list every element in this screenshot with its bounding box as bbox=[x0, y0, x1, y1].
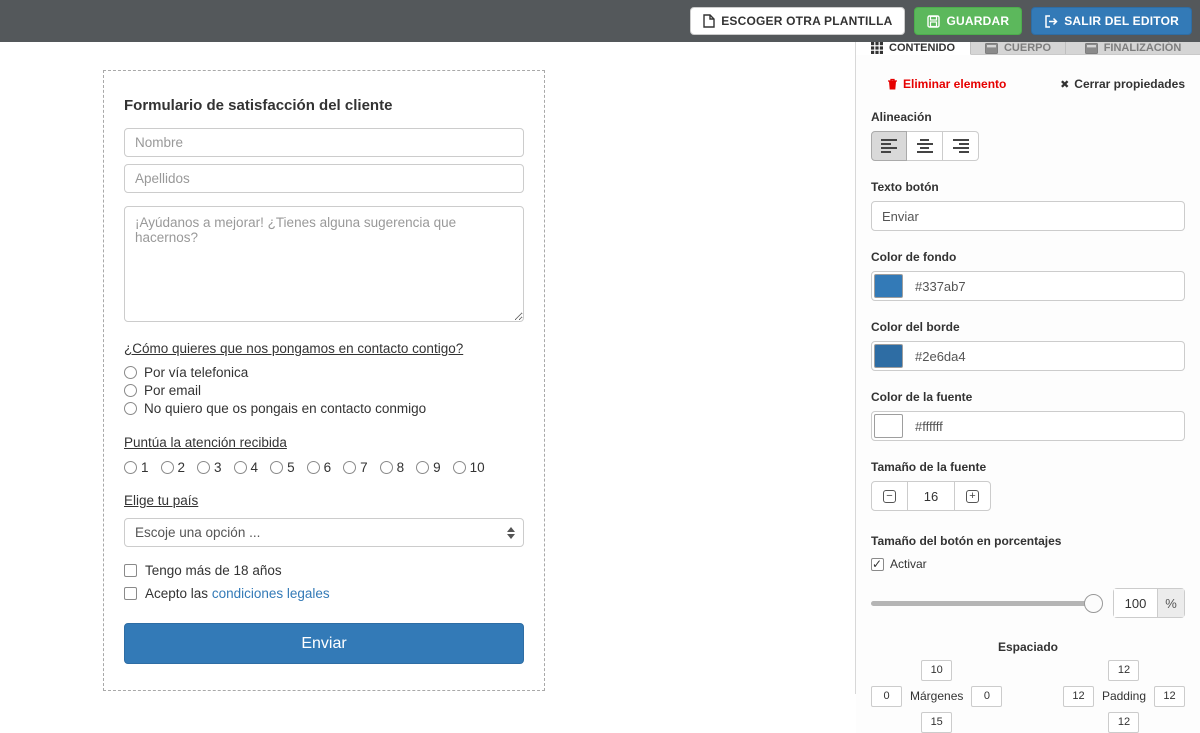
properties-panel bbox=[855, 42, 1200, 703]
padding-label: Padding bbox=[1101, 689, 1146, 703]
alignment-label: Alineación bbox=[871, 110, 932, 124]
button-size-label: Tamaño del botón en porcentajes bbox=[871, 534, 1062, 548]
suggestion-textarea[interactable] bbox=[124, 206, 524, 322]
activate-checkbox[interactable] bbox=[871, 558, 884, 571]
save-label: GUARDAR bbox=[946, 14, 1010, 28]
close-icon: ✖ bbox=[1060, 78, 1070, 91]
button-size-value-group bbox=[1113, 588, 1185, 618]
background-color-value[interactable] bbox=[905, 279, 1184, 294]
top-toolbar bbox=[0, 0, 1200, 42]
rating-option[interactable]: 6 bbox=[307, 460, 332, 475]
margins-label: Márgenes bbox=[910, 689, 964, 703]
surname-input[interactable] bbox=[124, 164, 524, 193]
tab-cuerpo-label: CUERPO bbox=[1003, 42, 1052, 54]
font-size-value: 16 bbox=[908, 481, 954, 511]
spacing-title: Espaciado bbox=[997, 640, 1059, 654]
trash-icon bbox=[887, 78, 898, 91]
form-title: Formulario de satisfacción del cliente bbox=[124, 97, 393, 114]
tab-contenido[interactable] bbox=[856, 42, 971, 55]
alignment-button-group bbox=[871, 131, 1185, 161]
rating-option[interactable]: 2 bbox=[161, 460, 186, 475]
margin-top-input[interactable] bbox=[921, 660, 952, 681]
age-checkbox-label: Tengo más de 18 años bbox=[145, 563, 282, 578]
radio-button[interactable] bbox=[380, 461, 393, 474]
editor-canvas bbox=[0, 42, 855, 694]
file-icon bbox=[703, 14, 715, 28]
contact-option-label: Por vía telefonica bbox=[144, 365, 249, 380]
slider-handle[interactable] bbox=[1084, 594, 1103, 613]
radio-button[interactable] bbox=[124, 366, 137, 379]
panel-tabs bbox=[856, 42, 1200, 55]
radio-button[interactable] bbox=[453, 461, 466, 474]
button-size-slider[interactable] bbox=[871, 601, 1100, 606]
close-properties-label: Cerrar propiedades bbox=[1074, 77, 1185, 91]
rating-option[interactable]: 7 bbox=[343, 460, 368, 475]
exit-editor-label: SALIR DEL EDITOR bbox=[1064, 14, 1179, 28]
tab-cuerpo[interactable] bbox=[971, 42, 1066, 54]
align-right-button[interactable] bbox=[943, 131, 979, 161]
tab-finalizacion[interactable] bbox=[1066, 42, 1200, 54]
country-select[interactable] bbox=[124, 518, 524, 547]
font-color-label: Color de la fuente bbox=[871, 390, 973, 404]
activate-row[interactable] bbox=[871, 557, 1185, 571]
activate-label: Activar bbox=[890, 557, 927, 571]
choose-template-label: ESCOGER OTRA PLANTILLA bbox=[721, 14, 893, 28]
rating-option[interactable]: 9 bbox=[416, 460, 441, 475]
grid-icon bbox=[871, 42, 883, 54]
font-size-decrease-button[interactable] bbox=[871, 481, 908, 511]
save-icon bbox=[927, 15, 940, 28]
rating-label: Puntúa la atención recibida bbox=[124, 435, 287, 450]
country-select-value: Escoje una opción ... bbox=[135, 525, 261, 540]
rating-option[interactable]: 8 bbox=[380, 460, 405, 475]
align-center-button[interactable] bbox=[907, 131, 943, 161]
padding-bottom-input[interactable] bbox=[1108, 712, 1139, 733]
align-left-button[interactable] bbox=[871, 131, 907, 161]
align-left-icon bbox=[881, 139, 897, 153]
legal-checkbox-label: Acepto las condiciones legales bbox=[145, 586, 330, 601]
font-color-input bbox=[871, 411, 1185, 441]
plus-icon: + bbox=[966, 490, 979, 503]
button-text-input[interactable] bbox=[871, 201, 1185, 231]
save-button[interactable] bbox=[914, 7, 1022, 35]
radio-button[interactable] bbox=[197, 461, 210, 474]
font-color-swatch[interactable] bbox=[874, 414, 903, 438]
rating-option[interactable]: 5 bbox=[270, 460, 295, 475]
choose-template-button[interactable] bbox=[690, 7, 905, 35]
radio-button[interactable] bbox=[161, 461, 174, 474]
padding-widget bbox=[1063, 659, 1185, 733]
close-properties-button[interactable] bbox=[1060, 77, 1185, 91]
font-color-value[interactable] bbox=[905, 419, 1184, 434]
background-color-swatch[interactable] bbox=[874, 274, 903, 298]
form-preview[interactable] bbox=[103, 70, 545, 691]
radio-button[interactable] bbox=[124, 384, 137, 397]
submit-button[interactable]: Enviar bbox=[124, 623, 524, 664]
font-size-stepper bbox=[871, 481, 1185, 511]
background-color-label: Color de fondo bbox=[871, 250, 957, 264]
tab-contenido-label: CONTENIDO bbox=[889, 42, 955, 54]
border-color-input bbox=[871, 341, 1185, 371]
legal-terms-link[interactable]: condiciones legales bbox=[211, 586, 330, 601]
percent-addon: % bbox=[1158, 589, 1184, 617]
border-color-value[interactable] bbox=[905, 349, 1184, 364]
contact-question-label: ¿Cómo quieres que nos pongamos en contacto contigo? bbox=[124, 341, 464, 356]
minus-icon: − bbox=[883, 490, 896, 503]
margins-widget bbox=[871, 659, 1002, 733]
font-size-label: Tamaño de la fuente bbox=[871, 460, 987, 474]
legal-checkbox[interactable] bbox=[124, 587, 137, 600]
button-text-label: Texto botón bbox=[871, 180, 939, 194]
exit-editor-button[interactable] bbox=[1031, 7, 1192, 35]
window-icon bbox=[1085, 43, 1098, 54]
button-size-slider-row bbox=[871, 588, 1185, 618]
contact-option-label: Por email bbox=[144, 383, 202, 398]
margin-left-input[interactable] bbox=[871, 686, 902, 707]
contact-option-label: No quiero que os pongais en contacto conmigo bbox=[144, 401, 427, 416]
align-right-icon bbox=[953, 139, 969, 153]
rating-radio-group bbox=[124, 460, 524, 475]
contact-option-email[interactable] bbox=[124, 383, 524, 398]
window-icon bbox=[985, 43, 998, 54]
radio-button[interactable] bbox=[416, 461, 429, 474]
button-size-value-input[interactable] bbox=[1114, 589, 1158, 617]
select-arrows-icon bbox=[507, 527, 515, 539]
radio-button[interactable] bbox=[343, 461, 356, 474]
spacing-widgets bbox=[871, 659, 1185, 733]
delete-element-button[interactable] bbox=[871, 77, 1006, 91]
rating-option[interactable]: 3 bbox=[197, 460, 222, 475]
name-input[interactable] bbox=[124, 128, 524, 157]
contact-option-phone[interactable] bbox=[124, 365, 524, 380]
legal-checkbox-row[interactable] bbox=[124, 586, 524, 601]
contact-option-none[interactable] bbox=[124, 401, 524, 416]
rating-option[interactable]: 1 bbox=[124, 460, 149, 475]
margin-right-input[interactable] bbox=[971, 686, 1002, 707]
radio-button[interactable] bbox=[270, 461, 283, 474]
tab-finalizacion-label: FINALIZACIÓN bbox=[1103, 42, 1182, 54]
rating-option[interactable]: 4 bbox=[234, 460, 259, 475]
padding-top-input[interactable] bbox=[1108, 660, 1139, 681]
delete-element-label: Eliminar elemento bbox=[903, 77, 1007, 91]
radio-button[interactable] bbox=[307, 461, 320, 474]
margin-bottom-input[interactable] bbox=[921, 712, 952, 733]
sign-out-icon bbox=[1044, 15, 1058, 28]
radio-button[interactable] bbox=[124, 461, 137, 474]
align-center-icon bbox=[917, 139, 933, 153]
radio-button[interactable] bbox=[234, 461, 247, 474]
panel-body bbox=[856, 55, 1200, 733]
border-color-swatch[interactable] bbox=[874, 344, 903, 368]
border-color-label: Color del borde bbox=[871, 320, 960, 334]
font-size-increase-button[interactable] bbox=[954, 481, 991, 511]
rating-option[interactable]: 10 bbox=[453, 460, 485, 475]
age-checkbox[interactable] bbox=[124, 564, 137, 577]
padding-right-input[interactable] bbox=[1154, 686, 1185, 707]
radio-button[interactable] bbox=[124, 402, 137, 415]
age-checkbox-row[interactable] bbox=[124, 563, 524, 578]
background-color-input bbox=[871, 271, 1185, 301]
padding-left-input[interactable] bbox=[1063, 686, 1094, 707]
country-label: Elige tu país bbox=[124, 493, 199, 508]
